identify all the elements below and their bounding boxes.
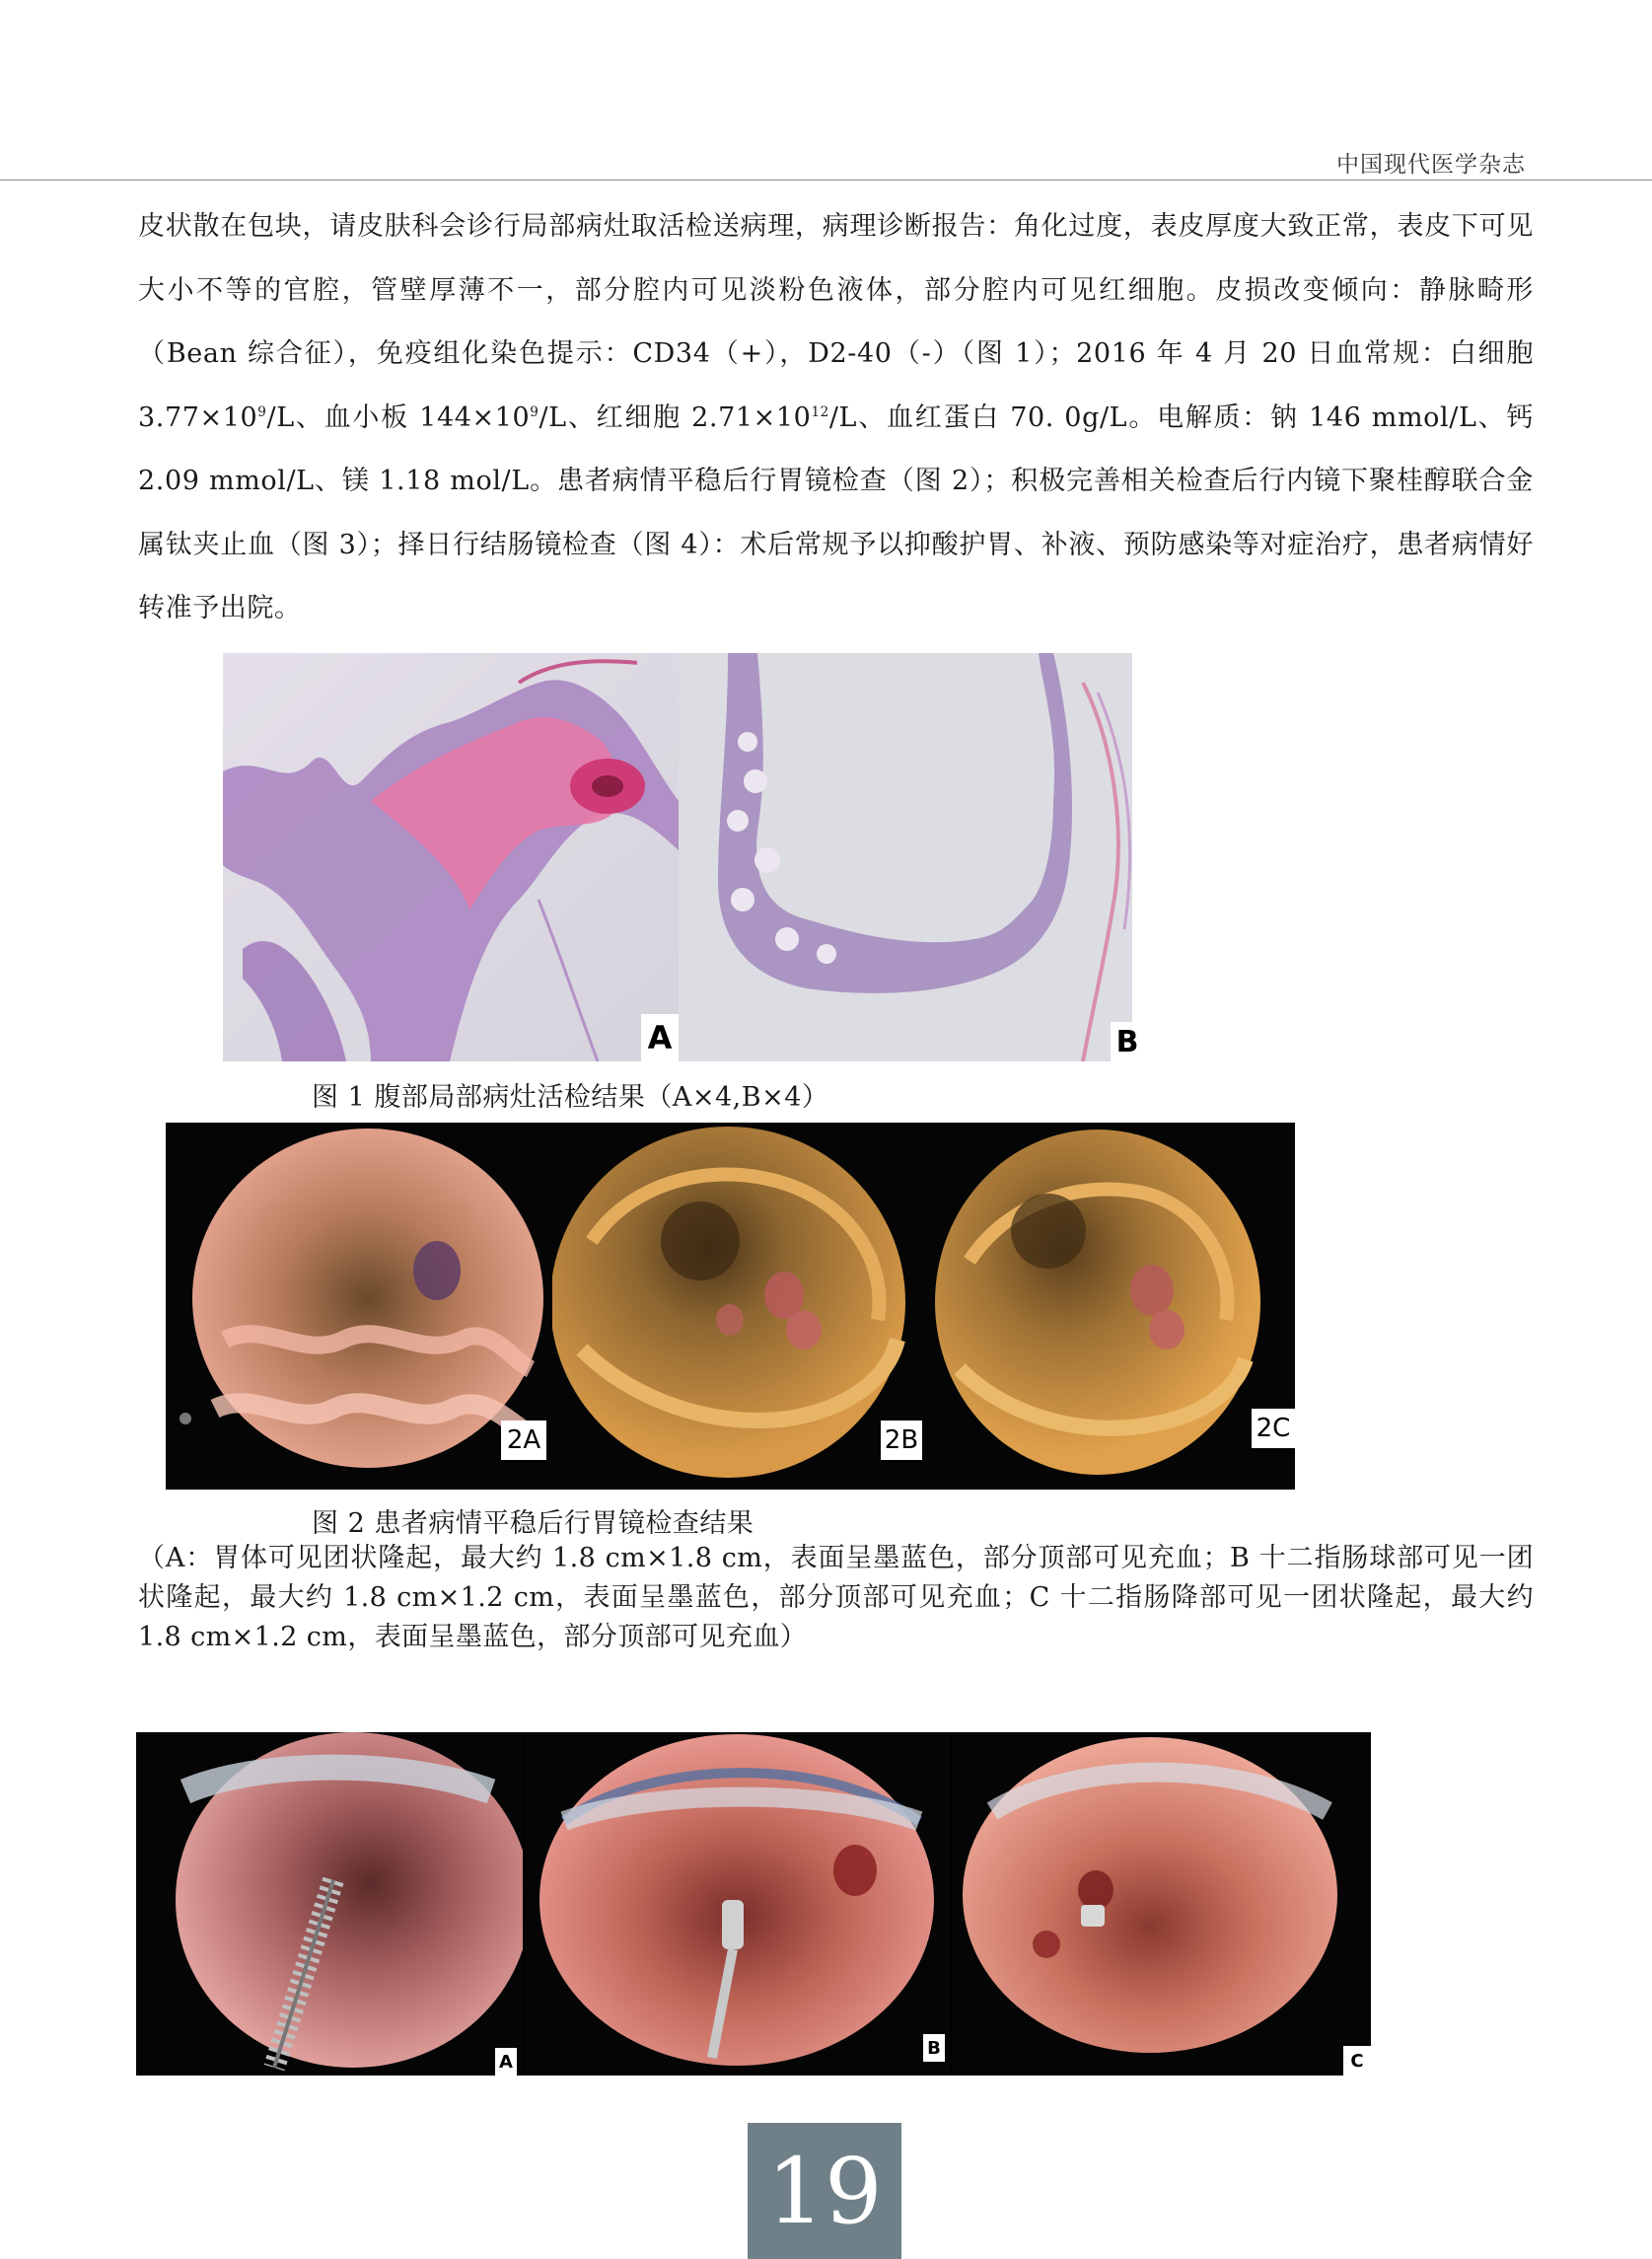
endoscopy-image-2a: [166, 1123, 552, 1490]
figure-3-label-b: B: [923, 2034, 945, 2062]
figure-2-panel-b: [552, 1123, 930, 1490]
figure-2-label-2b: 2B: [881, 1421, 922, 1460]
figure-2-caption: 图 2 患者病情平稳后行胃镜检查结果: [312, 1508, 754, 1539]
journal-header: 中国现代医学杂志: [1336, 152, 1526, 178]
endoscopy-image-3c: [953, 1732, 1371, 2076]
figure-3-panel-c: [953, 1732, 1371, 2076]
figure-3-panel-a: [136, 1732, 523, 2076]
histology-image-a: [223, 653, 679, 1061]
figure-2-label-2a: 2A: [501, 1421, 546, 1460]
figure-3-panel-b: [525, 1732, 951, 2076]
figure-3-label-a: A: [495, 2048, 517, 2076]
figure-1-panel-b: [679, 653, 1144, 1061]
figure-1-label-a: A: [641, 1014, 679, 1061]
endoscopy-image-3b: [525, 1732, 951, 2076]
header-rule: [0, 180, 1652, 181]
body-paragraph: [138, 195, 1534, 641]
page-number: 19: [748, 2123, 901, 2259]
figure-2: [166, 1123, 1295, 1490]
figure-2-label-2c: 2C: [1252, 1409, 1295, 1448]
figure-2-panel-a: [166, 1123, 552, 1490]
figure-3: [136, 1732, 1371, 2076]
figure-2-panel-c: [930, 1123, 1295, 1490]
figure-3-label-c: C: [1343, 2046, 1371, 2076]
endoscopy-image-2b: [552, 1123, 930, 1490]
figure-1: [223, 653, 1144, 1061]
histology-image-b: [679, 653, 1144, 1061]
figure-1-label-b: B: [1111, 1022, 1144, 1061]
figure-1-panel-a: [223, 653, 679, 1061]
figure-1-caption: 图 1 腹部局部病灶活检结果（A×4,B×4）: [312, 1082, 829, 1113]
paragraph-text: 皮状散在包块，请皮肤科会诊行局部病灶取活检送病理，病理诊断报告：角化过度，表皮厚度大致正常，表皮下可见大小不等的官腔，管壁厚薄不一，部分腔内可见淡粉色液体，部分腔内可见红细胞。皮损改变倾向：静脉畸形（Bean 综合征），免疫组化染色提示：CD34（+），D2-40（-）（图 1）；2016 年 4 月 20 日血常规：白细胞 $3.77\times 10^9/L$、血小板 $144\times 10^9/L$、红细胞 $2.71\times 10^{12}/L$、血红蛋白 70. 0g/L。电解质：钠 146 mmol/L、钙 2.09 mmol/L、镁 1.18 mol/L。患者病情平稳后行胃镜检查（图 2）；积极完善相关检查后行内镜下聚桂醇联合金属钛夹止血（图 3）；择日行结肠镜检查（图 4）：术后常规予以抑酸护胃、补液、预防感染等对症治疗，患者病情好转准予出院。: [138, 211, 1534, 623]
endoscopy-image-3a: [136, 1732, 523, 2076]
endoscopy-image-2c: [930, 1123, 1295, 1490]
figure-2-note: （A：胃体可见团状隆起，最大约 1.8 cm×1.8 cm，表面呈墨蓝色，部分顶部可见充血；B 十二指肠球部可见一团状隆起，最大约 1.8 cm×1.2 cm，表面呈墨蓝色，部分顶部可见充血；C 十二指肠降部可见一团状隆起，最大约 1.8 cm×1.2 cm，表面呈墨蓝色，部分顶部可见充血）: [138, 1543, 1534, 1652]
